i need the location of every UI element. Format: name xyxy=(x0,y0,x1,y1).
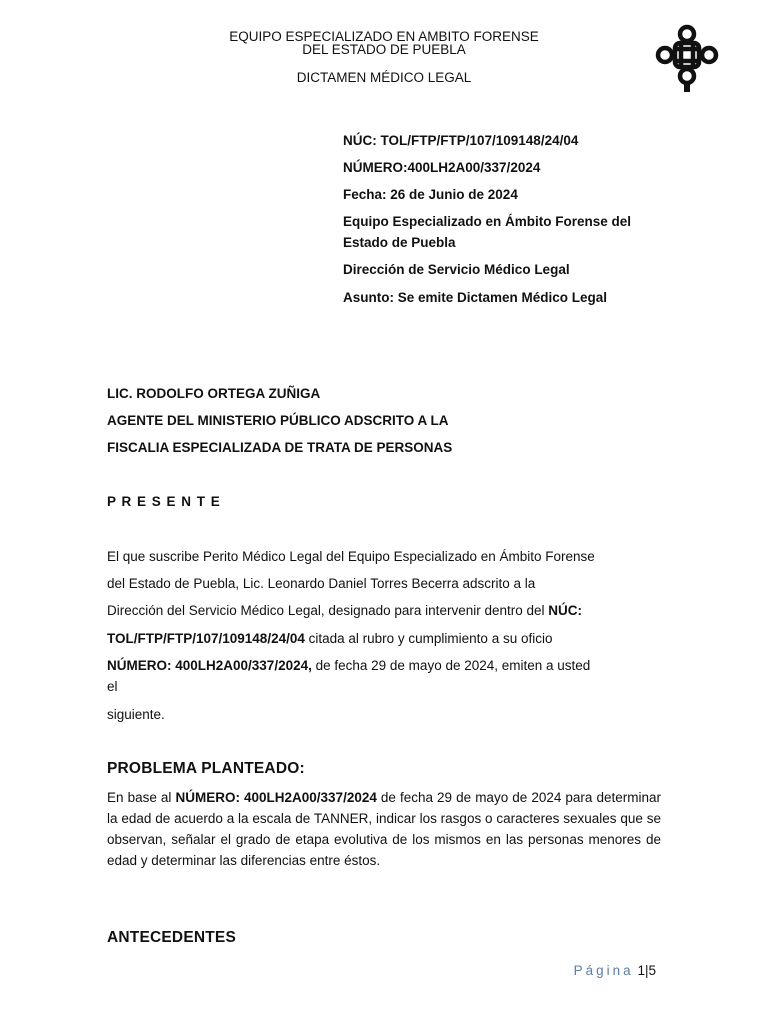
problema-text-start: En base al xyxy=(107,790,176,805)
header-line-1: EQUIPO ESPECIALIZADO EN AMBITO FORENSE xyxy=(229,29,539,44)
intro-line-4-text: citada al rubro y cumplimiento a su oficio xyxy=(304,631,553,646)
page-number xyxy=(574,963,656,978)
intro-nuc-label: NÚC: xyxy=(548,603,582,618)
intro-numero: NÚMERO: 400LH2A00/337/2024, xyxy=(107,658,312,673)
page-separator: | xyxy=(644,963,649,978)
fecha-line: Fecha: 26 de Junio de 2024 xyxy=(343,187,518,202)
intro-line-1: El que suscribe Perito Médico Legal del Equipo Especializado en Ámbito Forense xyxy=(107,549,595,564)
intro-line-7: siguiente. xyxy=(107,707,165,722)
addressee-name: LIC. RODOLFO ORTEGA ZUÑIGA xyxy=(107,386,321,401)
celtic-knot-icon xyxy=(651,20,723,92)
nuc-line: NÚC: TOL/FTP/FTP/107/109148/24/04 xyxy=(343,133,579,148)
intro-line-3 xyxy=(107,600,661,621)
page-label: Página xyxy=(573,963,634,978)
problema-heading: PROBLEMA PLANTEADO: xyxy=(107,760,305,777)
antecedentes-heading: ANTECEDENTES xyxy=(107,929,236,946)
numero-line: NÚMERO:400LH2A00/337/2024 xyxy=(343,160,541,175)
intro-line-6: el xyxy=(107,679,118,694)
equipo-line-1: Equipo Especializado en Ámbito Forense del xyxy=(343,214,632,229)
intro-nuc-value: TOL/FTP/FTP/107/109148/24/04 xyxy=(107,631,305,646)
problema-numero: NÚMERO: 400LH2A00/337/2024 xyxy=(175,790,377,805)
intro-line-5-text: de fecha 29 de mayo de 2024, emiten a usted xyxy=(311,658,591,673)
document-title: DICTAMEN MÉDICO LEGAL xyxy=(296,70,472,85)
intro-line-2: del Estado de Puebla, Lic. Leonardo Daniel Torres Becerra adscrito a la xyxy=(107,576,536,591)
addressee-role-1: AGENTE DEL MINISTERIO PÚBLICO ADSCRITO A LA xyxy=(107,413,449,428)
page-current: 1 xyxy=(637,963,645,978)
problema-text-rest: de fecha 29 de mayo de 2024 para determinar la edad de acuerdo a la escala de TANNER, indicar los rasgos o caracteres sexuales que se observan, señalar el grado de etapa evolutiva de los mismos en las personas menores de edad y determinar las diferencias entre éstos. xyxy=(107,790,662,868)
direccion-line: Dirección de Servicio Médico Legal xyxy=(343,262,570,277)
intro-line-3-text: Dirección del Servicio Médico Legal, designado para intervenir dentro del xyxy=(107,603,549,618)
page-total: 5 xyxy=(648,963,656,978)
intro-line-5 xyxy=(107,655,667,676)
problema-paragraph xyxy=(107,787,661,871)
intro-line-4 xyxy=(107,628,661,649)
header-line-2: DEL ESTADO DE PUEBLA xyxy=(302,42,466,57)
asunto-line: Asunto: Se emite Dictamen Médico Legal xyxy=(343,290,608,305)
equipo-line-2: Estado de Puebla xyxy=(343,235,456,250)
presente-label: P R E S E N T E xyxy=(107,494,221,509)
addressee-role-2: FISCALIA ESPECIALIZADA DE TRATA DE PERSONAS xyxy=(107,440,453,455)
